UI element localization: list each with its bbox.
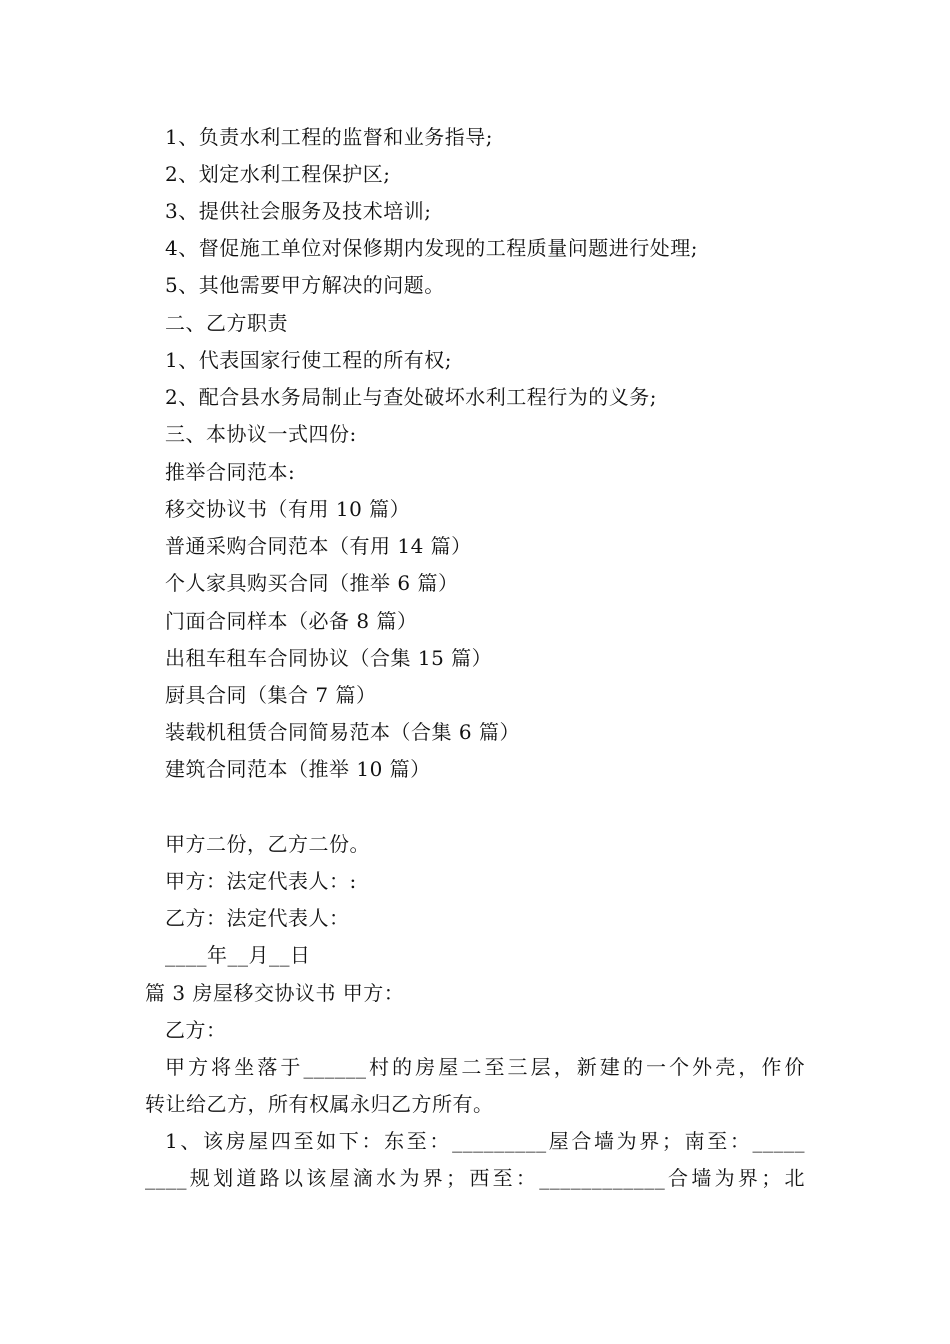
party-b-item-1: 1、代表国家行使工程的所有权; [165,348,452,372]
party-b-item-2: 2、配合县水务局制止与查处破坏水利工程行为的义务; [165,385,657,409]
section-heading-copies: 三、本协议一式四份: [165,422,357,446]
duty-item-5: 5、其他需要甲方解决的问题。 [165,273,445,297]
paragraph-line: 1、该房屋四至如下：东至：_________屋合墙为界；南至：_____ [165,1129,805,1153]
recommended-link[interactable]: 普通采购合同范本（有用 14 篇） [165,534,472,558]
article-3-title: 篇 3 房屋移交协议书 甲方： [145,981,405,1005]
recommended-link[interactable]: 个人家具购买合同（推举 6 篇） [165,571,459,595]
duty-item-2: 2、划定水利工程保护区; [165,162,391,186]
recommended-link[interactable]: 厨具合同（集合 7 篇） [165,683,377,707]
paragraph-line: 转让给乙方，所有权属永归乙方所有。 [145,1092,494,1116]
party-a-signature: 甲方：法定代表人：: [165,869,357,893]
signature-date: ____年__月__日 [165,943,311,967]
recommended-heading: 推举合同范本: [165,460,296,484]
party-b-signature: 乙方：法定代表人： [165,906,350,930]
duty-item-3: 3、提供社会服务及技术培训; [165,199,432,223]
recommended-link[interactable]: 装载机租赁合同简易范本（合集 6 篇） [165,720,520,744]
paragraph-line: ____规划道路以该屋滴水为界；西至：____________合墙为界；北 [145,1166,805,1190]
section-heading-party-b: 二、乙方职责 [165,311,288,335]
duty-item-4: 4、督促施工单位对保修期内发现的工程质量问题进行处理; [165,236,698,260]
duty-item-1: 1、负责水利工程的监督和业务指导; [165,125,493,149]
recommended-link[interactable]: 移交协议书（有用 10 篇） [165,497,411,521]
party-b-label: 乙方： [165,1018,227,1042]
recommended-link[interactable]: 门面合同样本（必备 8 篇） [165,609,418,633]
recommended-link[interactable]: 建筑合同范本（推举 10 篇） [165,757,431,781]
copies-distribution: 甲方二份，乙方二份。 [165,832,370,856]
recommended-link[interactable]: 出租车租车合同协议（合集 15 篇） [165,646,493,670]
paragraph-line: 甲方将坐落于______村的房屋二至三层，新建的一个外壳，作价 [165,1055,805,1079]
